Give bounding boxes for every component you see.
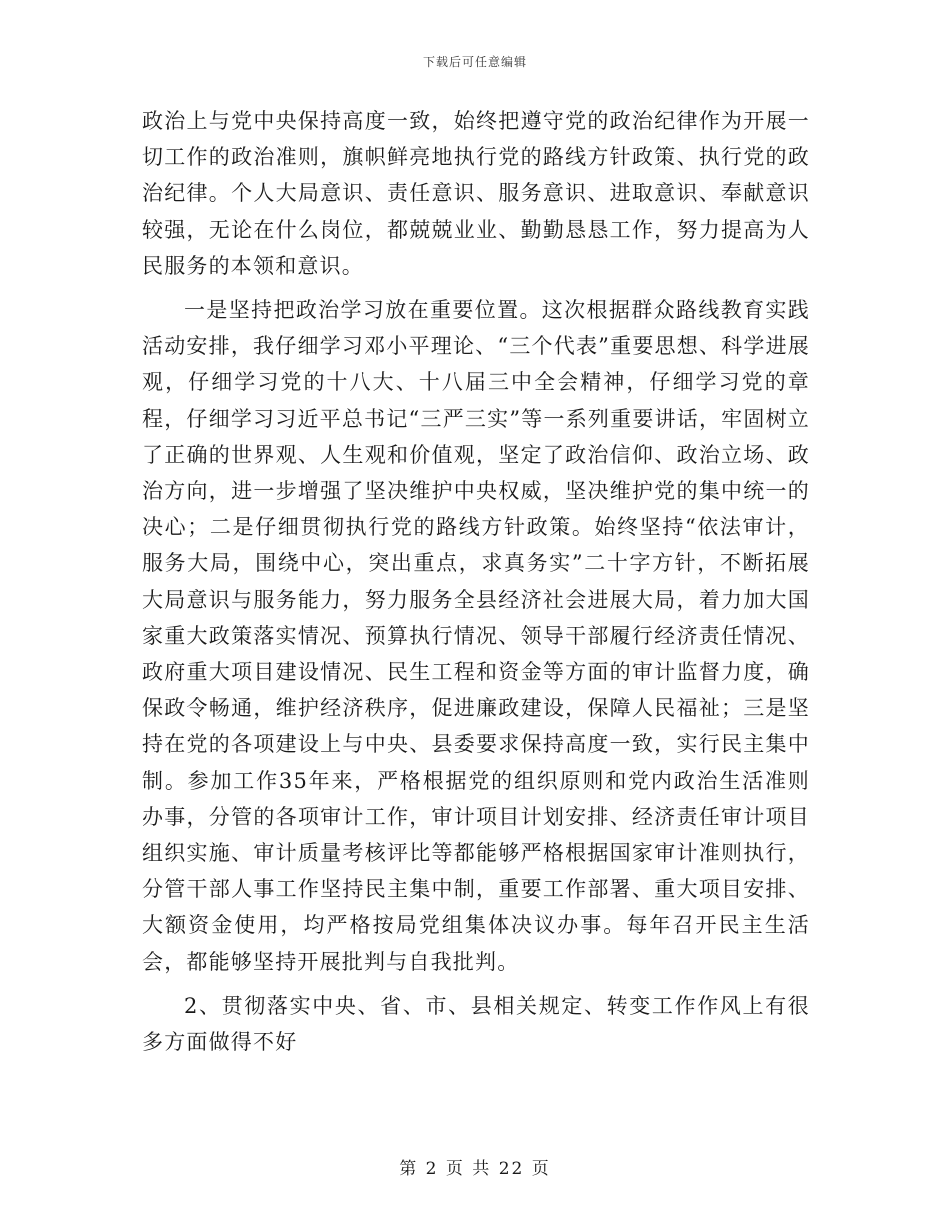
page-header-note: 下载后可任意编辑 bbox=[422, 55, 527, 69]
page-number-footer: 第 2 页 共 22 页 bbox=[399, 1159, 551, 1179]
paragraph-political-study: 一是坚持把政治学习放在重要位置。这次根据群众路线教育实践活动安排，我仔细学习邓小平理论、“三个代表”重要思想、科学进展观，仔细学习党的十八大、十八届三中全会精神，仔细学习党的章程，仔细学习习近平总书记“三严三实”等一系列重要讲话，牢固树立了正确的世界观、人生观和价值观，坚定了政治信仰、政治立场、政治方向，进一步增强了坚决维护中央权威，坚决维护党的集中统一的决心；二是仔细贯彻执行党的路线方针政策。始终坚持“依法审计，服务大局，围绕中心，突出重点，求真务实”二十字方针，不断拓展大局意识与服务能力，努力服务全县经济社会进展大局，着力加大国家重大政策落实情况、预算执行情况、领导干部履行经济责任情况、政府重大项目建设情况、民生工程和资金等方面的审计监督力度，确保政令畅通，维护经济秩序，促进廉政建设，保障人民福祉；三是坚持在党的各项建设上与中央、县委要求保持高度一致，实行民主集中制。参加工作35年来，严格根据党的组织原则和党内政治生活准则办事，分管的各项审计工作，审计项目计划安排、经济责任审计项目组织实施、审计质量考核评比等都能够严格根据国家审计准则执行，分管干部人事工作坚持民主集中制，重要工作部署、重大项目安排、大额资金使用，均严格按局党组集体决议办事。每年召开民主生活会，都能够坚持开展批判与自我批判。 bbox=[142, 298, 810, 974]
paragraph-political-alignment: 政治上与党中央保持高度一致，始终把遵守党的政治纪律作为开展一切工作的政治准则，旗帜鲜亮地执行党的路线方针政策、执行党的政治纪律。个人大局意识、责任意识、服务意识、进取意识、奉献意识较强，无论在什么岗位，都兢兢业业、勤勤恳恳工作，努力提高为人民服务的本领和意识。 bbox=[142, 109, 810, 278]
document-body bbox=[142, 103, 810, 1060]
paragraph-work-style-heading: 2、贯彻落实中央、省、市、县相关规定、转变工作作风上有很多方面做得不好 bbox=[142, 993, 810, 1055]
